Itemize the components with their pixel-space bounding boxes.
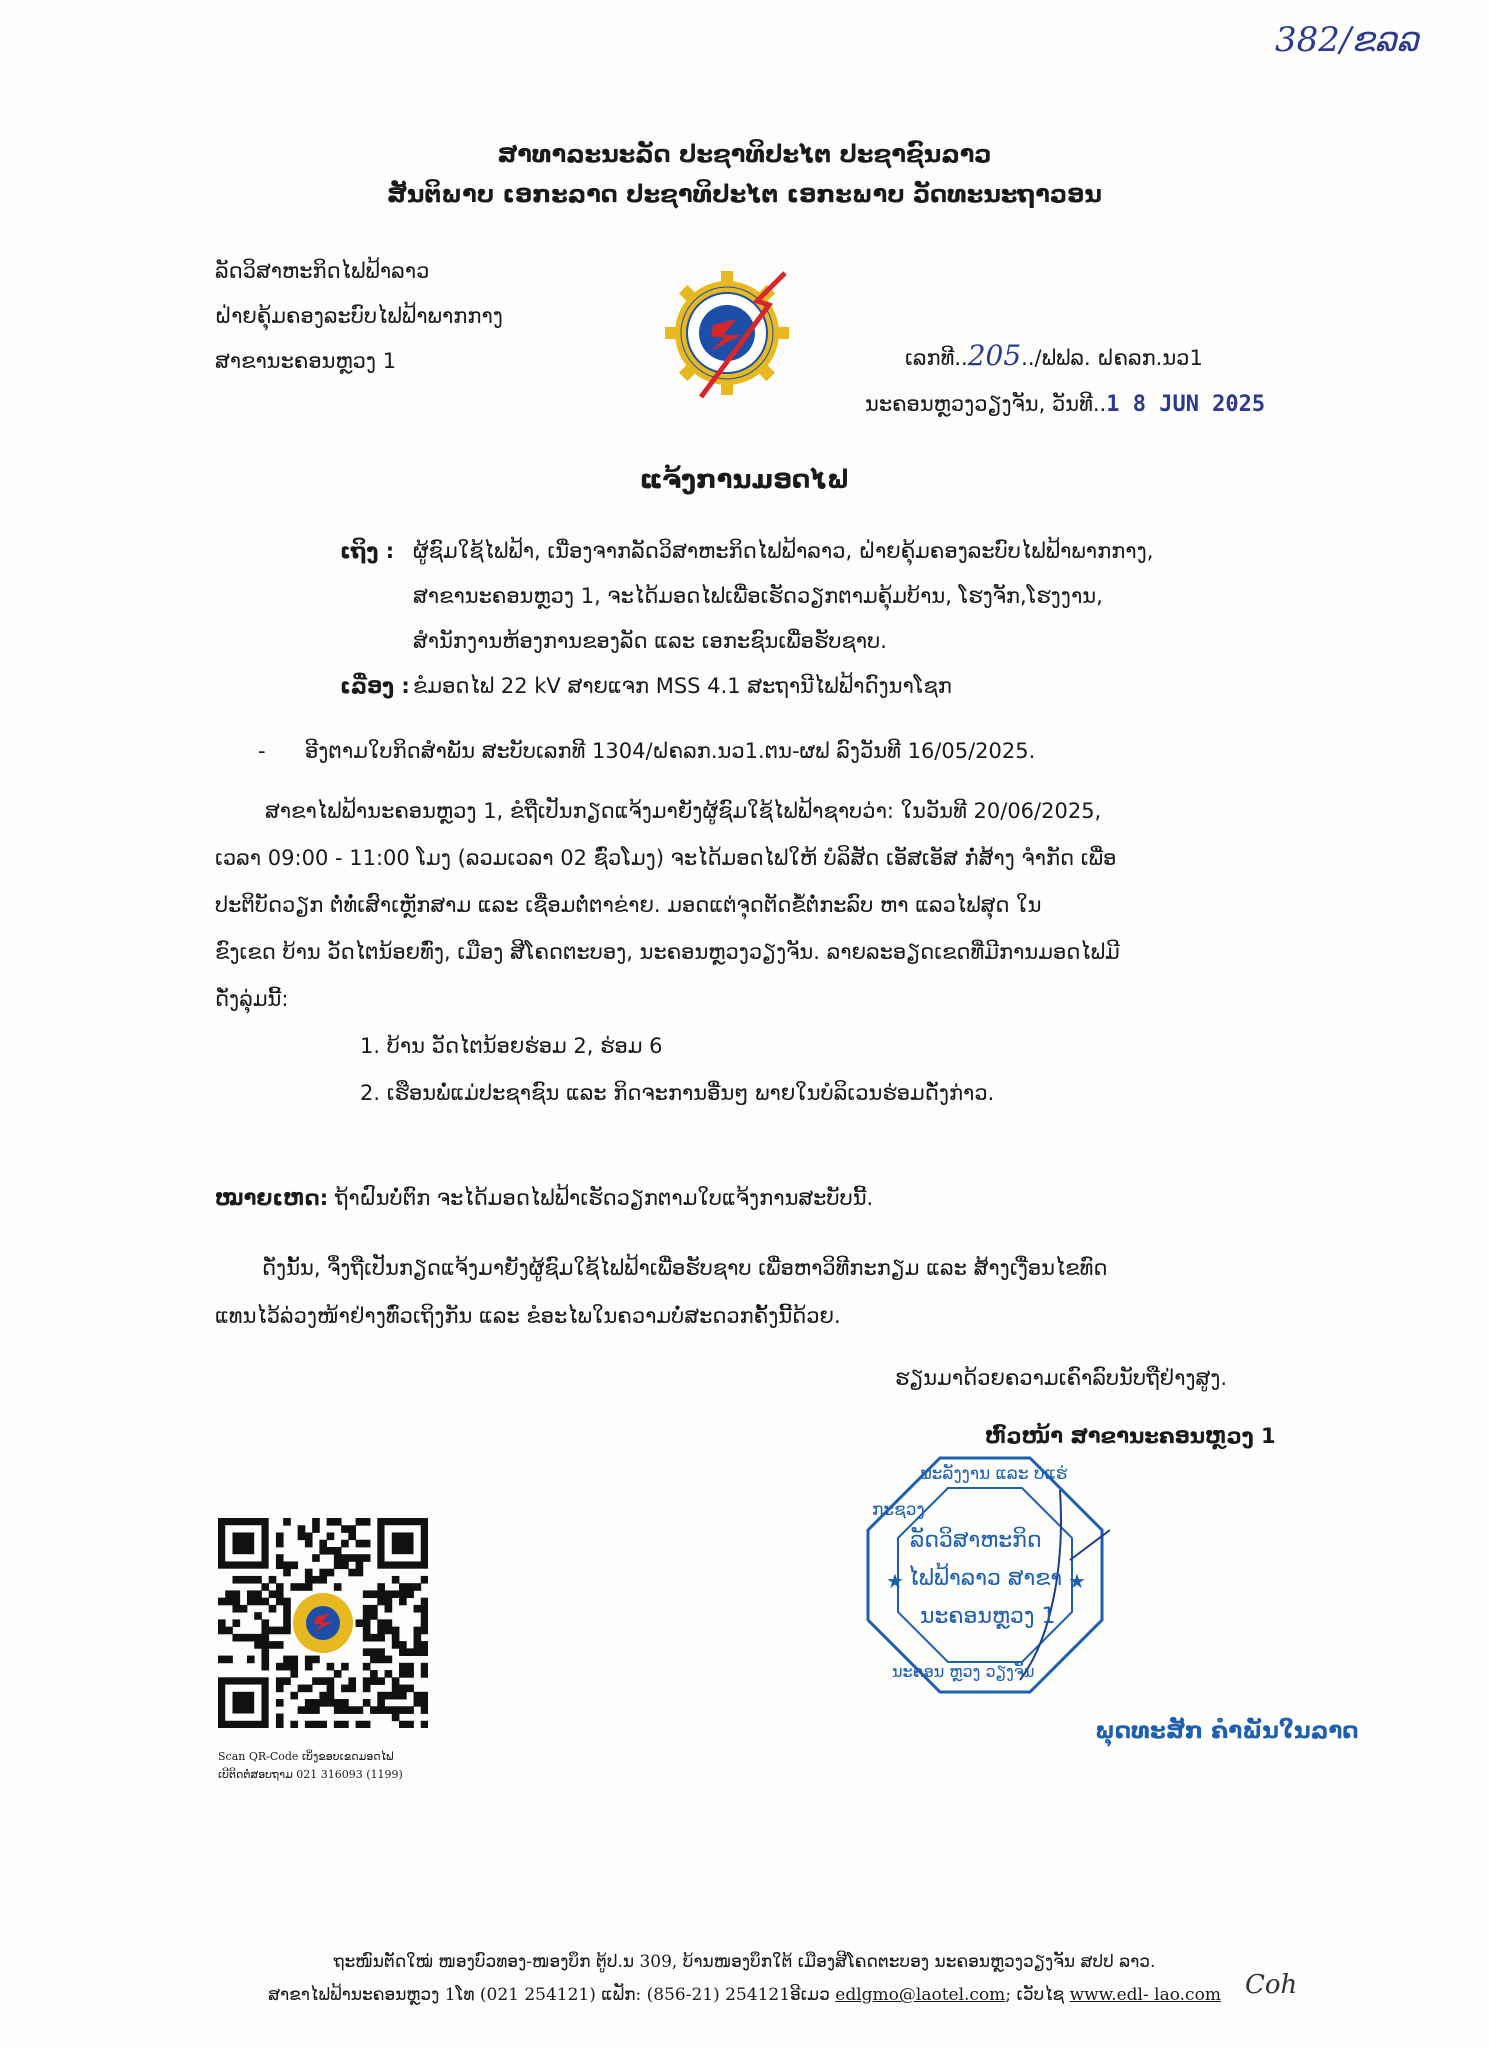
body-line4: ຂົງເຂດ ບ້ານ ວັດໄຕນ້ອຍທົ່ງ, ເມືອງ ສີໂຄດຕະບອງ, ນະຄອນຫຼວງວຽງຈັນ. ລາຍລະອຽດເຂດທີ່ມີການມອດໄຟມີ (215, 940, 1120, 964)
reference-number-prefix: ເລກທີ.. (905, 346, 968, 370)
to-line1: ຜູ້ຊົມໃຊ້ໄຟຟ້າ, ເນື່ອງຈາກລັດວິສາຫະກິດໄຟຟ້າລາວ, ຝ່າຍຄຸ້ມຄອງລະບົບໄຟຟ້າພາກກາງ, (413, 539, 1154, 563)
qr-caption-line1: Scan QR-Code ເບິ່ງຂອບເຂດມອດໄຟ (218, 1750, 394, 1763)
reference-number-handwritten: 205 (967, 339, 1022, 372)
subject-label: ເລື່ອງ : (340, 674, 410, 698)
to-label: ເຖິງ : (340, 539, 395, 563)
svg-text:★: ★ (1068, 1569, 1086, 1593)
footer-web-prefix: ; ເວັບໄຊ (1005, 1985, 1070, 2005)
reference-text: ອີງຕາມໃບກິດສຳພັນ ສະບັບເລກທີ 1304/ຝຄລກ.ນວ1.ຕນ-ຜຟ ລົງວັນທີ 16/05/2025. (305, 739, 1036, 763)
list-item-2: 2. ເຮືອນພໍ່ແມ່ປະຊາຊົນ ແລະ ກິດຈະການອື່ນໆ ພາຍໃນບໍລິເວນຮ່ອມດັ່ງກ່າວ. (360, 1081, 995, 1105)
body-line1: ສາຂາໄຟຟ້ານະຄອນຫຼວງ 1, ຂໍຖືເປັນກຽດແຈ້ງມາຍັງຜູ້ຊົມໃຊ້ໄຟຟ້າຊາບວ່າ: ໃນວັນທີ 20/06/2025, (265, 799, 1102, 823)
body-line2: ເວລາ 09:00 - 11:00 ໂມງ (ລວມເວລາ 02 ຊົ່ວໂມງ) ຈະໄດ້ມອດໄຟໃຫ້ ບໍລິສັດ ເອັສເອັສ ກໍ່ສ້າງ ຈຳກັດ ເພື່ອ (215, 846, 1117, 870)
national-header-line1: ສາທາລະນະລັດ ປະຊາທິປະໄຕ ປະຊາຊົນລາວ (497, 140, 992, 168)
to-line2: ສາຂານະຄອນຫຼວງ 1, ຈະໄດ້ມອດໄຟເພື່ອເຮັດວຽກຕາມຄຸ້ມບ້ານ, ໂຮງຈັກ,ໂຮງງານ, (413, 584, 1103, 608)
org-line1: ລັດວິສາຫະກິດໄຟຟ້າລາວ (215, 259, 430, 283)
national-header-line2: ສັນຕິພາບ ເອກະລາດ ປະຊາທິປະໄຕ ເອກະພາບ ວັດທະນະຖາວອນ (387, 180, 1102, 208)
to-line3: ສຳນັກງານຫ້ອງການຂອງລັດ ແລະ ເອກະຊົນເພື່ອຮັບຊາບ. (413, 629, 887, 653)
document-title: ແຈ້ງການມອດໄຟ (639, 465, 850, 495)
note (215, 1182, 873, 1214)
handwritten-reference: 382/ຂລລ (1275, 20, 1419, 60)
reference-number-suffix: ../ຟຟລ. ຝຄລກ.ນວ1 (1021, 346, 1203, 370)
seal-center-line1: ລັດວິສາຫະກິດ (910, 1528, 1042, 1553)
seal-ring-bottom: ນະຄອນ ຫຼວງ ວຽງຈັນ (892, 1662, 1035, 1681)
org-line2: ຝ່າຍຄຸ້ມຄອງລະບົບໄຟຟ້າພາກກາງ (215, 304, 503, 328)
body-line5: ດັ່ງລຸ່ມນີ້: (215, 987, 289, 1011)
place-prefix: ນະຄອນຫຼວງວຽງຈັນ, ວັນທີ.. (865, 392, 1107, 416)
footer-email-link[interactable]: edlgmo@laotel.com (835, 1985, 1006, 2005)
signature-title: ຫົວໜ້າ ສາຂານະຄອນຫຼວງ 1 (985, 1424, 1276, 1448)
subject-text: ຂໍມອດໄຟ 22 kV ສາຍແຈກ MSS 4.1 ສະຖານີໄຟຟ້າດົງນາໂຊກ (413, 674, 952, 698)
footer-contact-text: ສາຂາໄຟຟ້ານະຄອນຫຼວງ 1ໂທ (021 254121) ແຟັກ: (856-21) 254121ອີເມວ (268, 1985, 836, 2005)
seal-ring-left: ກະຊວງ (872, 1500, 925, 1520)
seal-center-line2: ໄຟຟ້າລາວ ສາຂາ (908, 1566, 1063, 1591)
footer-website-link[interactable]: www.edl- lao.com (1069, 1985, 1221, 2005)
qr-caption-line2: ເບີຕິດຕໍ່ສອບຖາມ 021 316093 (1199) (218, 1768, 403, 1781)
initials-handwritten: Coh (1245, 1970, 1298, 2000)
body-line3: ປະຕິບັດວຽກ ຕໍ່ທໍ່ເສົາເຫຼັກສາມ ແລະ ເຊື່ອມຕໍ່ຕາຂ່າຍ. ມອດແຕ່ຈຸດຕັດຂໍ້ຕໍ່ກະລົບ ຫາ ແລວໄຟສຸດ ໃນ (215, 893, 1042, 917)
seal-ring-top: ພະລັງງານ ແລະ ບໍ່ແຮ່ (920, 1464, 1068, 1484)
svg-text:★: ★ (886, 1569, 904, 1593)
org-line3: ສາຂານະຄອນຫຼວງ 1 (215, 349, 397, 373)
edl-logo (665, 265, 825, 405)
place-date (865, 388, 1265, 421)
signatory-name: ພຸດທະສັກ ຄຳພັນໃນລາດ (1095, 1718, 1359, 1744)
seal-center-line3: ນະຄອນຫຼວງ 1 (920, 1604, 1056, 1629)
closing-regards: ຮຽນມາດ້ວຍຄວາມເຄົາລົບນັບຖືຢ່າງສູງ. (895, 1366, 1228, 1390)
closing-line1: ດັ່ງນັ້ນ, ຈຶ່ງຖືເປັນກຽດແຈ້ງມາຍັງຜູ້ຊົມໃຊ້ໄຟຟ້າເພື່ອຮັບຊາບ ເພື່ອຫາວິທີກະກຽມ ແລະ ສ້າງເງື່ອນໄຂທົດ (262, 1256, 1108, 1280)
closing-line2: ແທນໄວ້ລ່ວງໜ້າຢ່າງທົ່ວເຖິງກັນ ແລະ ຂໍອະໄພໃນຄວາມບໍ່ສະດວກຄັ້ງນີ້ດ້ວຍ. (215, 1304, 841, 1328)
official-seal (860, 1450, 1110, 1700)
note-text: ຖ້າຝົນບໍ່ຕົກ ຈະໄດ້ມອດໄຟຟ້າເຮັດວຽກຕາມໃບແຈ້ງການສະບັບນີ້. (328, 1186, 874, 1210)
reference-dash: - (258, 739, 266, 763)
note-label: ໝາຍເຫດ: (215, 1186, 329, 1210)
footer-address: ຖະໜົນຕັດໃໝ່ ໜອງບົວທອງ-ໜອງບຶກ ຕູ້ປ.ນ 309, ບ້ານໜອງບຶກໃຕ້ ເມືອງສີໂຄດຕະບອງ ນະຄອນຫຼວງວຽງຈັນ ສປປ ລາວ. (333, 1952, 1156, 1972)
qr-code[interactable] (218, 1518, 428, 1728)
list-item-1: 1. ບ້ານ ວັດໄຕນ້ອຍຮ່ອມ 2, ຮ່ອມ 6 (360, 1034, 663, 1058)
reference-number (905, 340, 1203, 374)
date-stamp: 1 8 JUN 2025 (1106, 392, 1266, 417)
